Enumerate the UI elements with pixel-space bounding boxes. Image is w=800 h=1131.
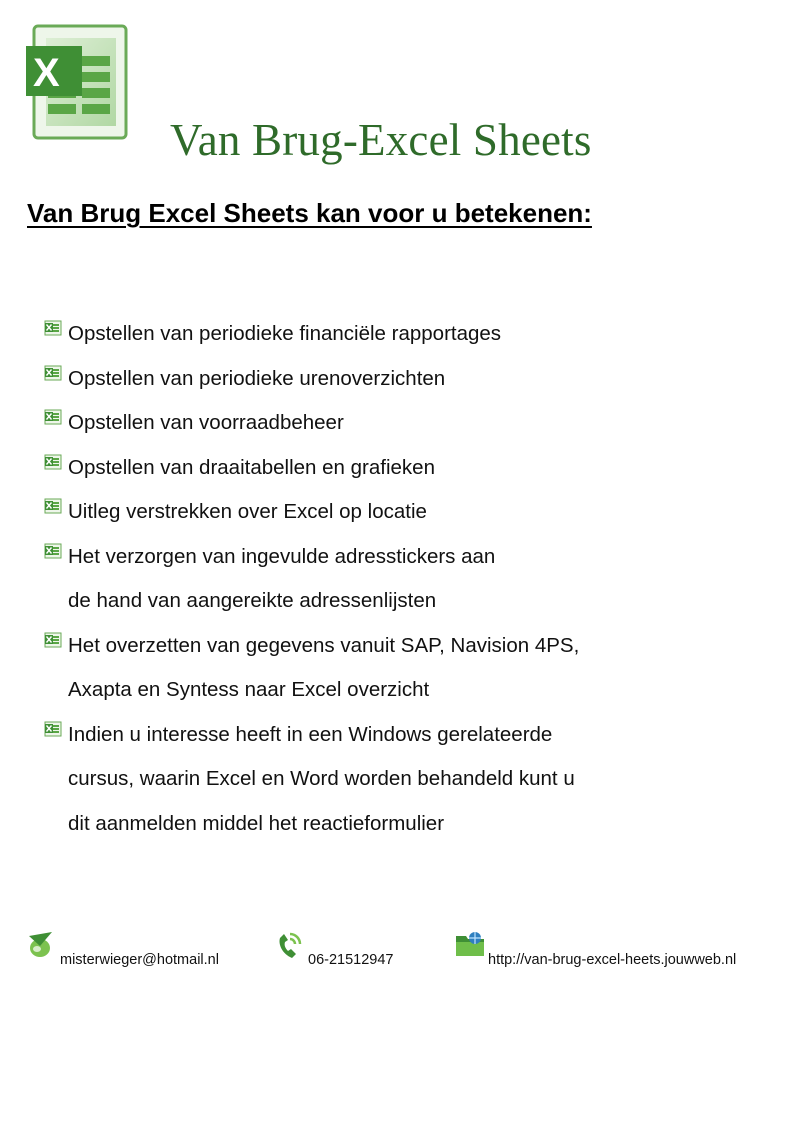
list-item [44,357,784,402]
list-item-text: Opstellen van draaitabellen en grafieken [68,455,435,479]
excel-bullet-icon [44,632,62,648]
list-item-text: Het verzorgen van ingevulde adresstickers aan [68,544,496,568]
excel-bullet-icon [44,543,62,559]
page-title: Van Brug Excel Sheets kan voor u betekenen: [27,198,592,228]
email-icon [26,930,56,960]
excel-bullet-icon [44,498,62,514]
excel-logo-icon [24,22,144,152]
list-item-text: Axapta en Syntess naar Excel overzicht [68,678,430,701]
list-item-text: Het overzetten van gegevens vanuit SAP, Navision 4PS, [68,633,580,657]
excel-bullet-icon [44,454,62,470]
list-item-text: Indien u interesse heeft in een Windows gerelateerde [68,722,553,746]
logo [24,22,624,165]
contact-footer [0,930,800,980]
list-item-text: de hand van aangereikte adressenlijsten [68,589,437,612]
list-item-text: dit aanmelden middel het reactieformulier [68,811,445,835]
excel-bullet-icon [44,409,62,425]
services-list [44,312,784,846]
email-text[interactable]: misterwieger@hotmail.nl [60,952,219,968]
phone-text[interactable]: 06-21512947 [308,952,394,968]
list-item [44,446,784,491]
list-item [44,401,784,446]
list-item-text: Opstellen van periodieke financiële rapportages [68,322,502,345]
logo-wordmark: Van Brug-Excel Sheets [170,115,592,165]
svg-text:X: X [33,51,60,95]
list-item-text: Uitleg verstrekken over Excel op locatie [68,500,427,523]
list-item [44,713,784,847]
list-item-text: Opstellen van periodieke urenoverzichten [68,366,446,390]
web-folder-icon [454,930,486,960]
list-item [44,312,784,357]
list-item [44,490,784,535]
list-item [44,624,784,713]
list-item [44,535,784,624]
list-item-text: cursus, waarin Excel en Word worden behandeld kunt u [68,767,575,790]
website-link[interactable]: http://van-brug-excel-heets.jouwweb.nl [488,952,737,968]
phone-icon [274,930,304,962]
excel-bullet-icon [44,721,62,737]
excel-bullet-icon [44,365,62,381]
excel-bullet-icon [44,320,62,336]
list-item-text: Opstellen van voorraadbeheer [68,411,344,434]
